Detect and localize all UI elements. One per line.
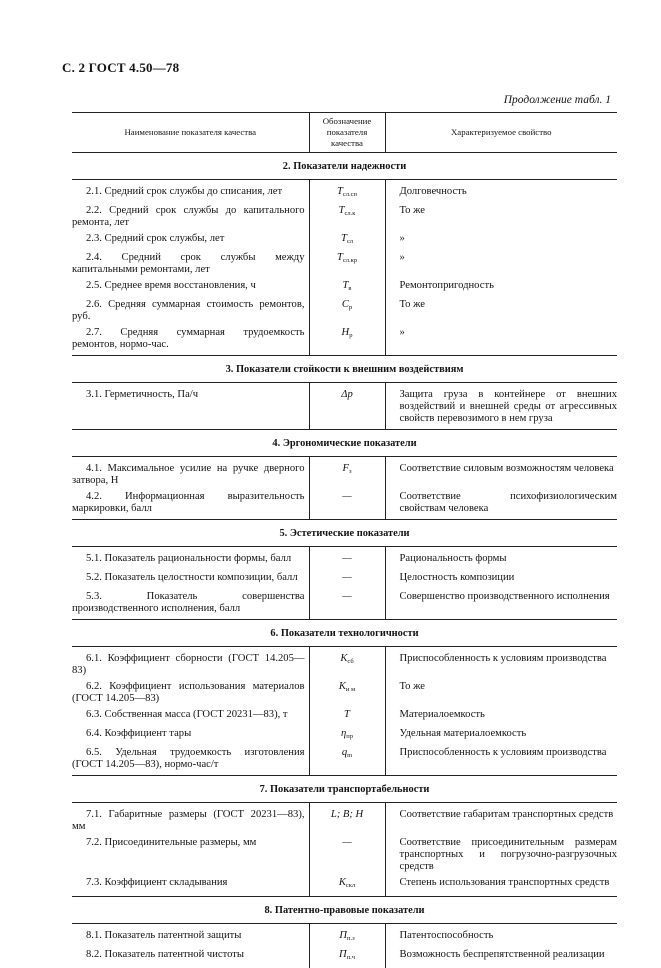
- table-row: [72, 457, 617, 492]
- section-title: 7. Показатели транспортабельности: [72, 776, 617, 803]
- section-title: 3. Показатели стойкости к внешним воздействиям: [72, 356, 617, 383]
- table-row: [72, 803, 617, 838]
- table-row: [72, 747, 617, 776]
- indicator-symbol: K: [340, 653, 347, 664]
- indicator-name: 7.1. Габаритные размеры (ГОСТ 20231—83), мм: [72, 809, 305, 832]
- indicator-symbol: —: [342, 837, 351, 848]
- indicator-symbol: —: [342, 572, 351, 583]
- section-row: [72, 356, 617, 383]
- table-continuation-label: Продолжение табл. 1: [504, 94, 611, 106]
- indicator-symbol-subscript: з: [349, 468, 352, 475]
- indicator-symbol-cell: [309, 647, 385, 682]
- indicator-symbol-cell: [309, 491, 385, 520]
- indicator-name: 2.6. Средняя суммарная стоимость ремонтов, руб.: [72, 299, 305, 322]
- section-title: 6. Показатели технологичности: [72, 620, 617, 647]
- indicator-name: 8.2. Показатель патентной чистоты: [86, 949, 244, 960]
- indicator-symbol: —: [342, 553, 351, 564]
- table-row: [72, 299, 617, 327]
- characterized-property: Совершенство производственного исполнения: [385, 591, 617, 620]
- indicator-symbol-cell: [309, 949, 385, 968]
- table-row: [72, 383, 617, 430]
- indicator-symbol: —: [342, 591, 351, 602]
- indicator-symbol-cell: [309, 205, 385, 233]
- characterized-property: »: [385, 252, 617, 280]
- indicator-symbol-cell: [309, 233, 385, 252]
- table-row: [72, 233, 617, 252]
- indicator-name-cell: [72, 647, 309, 682]
- indicator-symbol: T: [343, 280, 349, 291]
- characterized-property: »: [385, 233, 617, 252]
- characterized-property: Целостность композиции: [385, 572, 617, 591]
- characterized-property: То же: [385, 205, 617, 233]
- table-row: [72, 591, 617, 620]
- indicator-name: 5.1. Показатель рациональности формы, балл: [86, 553, 291, 564]
- indicator-name: 2.4. Средний срок службы между капитальными ремонтами, лет: [72, 252, 305, 275]
- characterized-property: Соответствие психофизиологическим свойствам человека: [385, 491, 617, 520]
- characterized-property: Приспособленность к условиям производства: [385, 747, 617, 776]
- indicator-symbol: η: [341, 728, 346, 739]
- indicator-name: 7.3. Коэффициент складывания: [86, 877, 227, 888]
- characterized-property: То же: [385, 299, 617, 327]
- characterized-property: Соответствие присоединительным размерам транспортных и погрузочно-разгрузочных средств: [385, 837, 617, 877]
- indicator-symbol-subscript: сб: [347, 658, 353, 665]
- indicator-symbol-subscript: р: [349, 304, 352, 311]
- indicator-name: 6.1. Коэффициент сборности (ГОСТ 14.205—83): [72, 653, 305, 676]
- indicator-symbol-subscript: и м: [346, 686, 355, 693]
- indicator-name: 3.1. Герметичность, Па/ч: [86, 389, 198, 400]
- indicator-symbol-cell: [309, 837, 385, 877]
- characterized-property: Рациональность формы: [385, 547, 617, 573]
- indicator-name-cell: [72, 747, 309, 776]
- indicator-symbol-cell: [309, 383, 385, 430]
- indicator-symbol: T: [339, 205, 345, 216]
- table-row: [72, 728, 617, 747]
- section-row: [72, 620, 617, 647]
- indicator-name: 2.5. Среднее время восстановления, ч: [86, 280, 256, 291]
- indicator-symbol: K: [339, 681, 346, 692]
- table-header: [72, 113, 617, 153]
- indicator-name-cell: [72, 252, 309, 280]
- characterized-property: Материалоемкость: [385, 709, 617, 728]
- indicator-name-cell: [72, 383, 309, 430]
- table-row: [72, 647, 617, 682]
- table-row: [72, 709, 617, 728]
- indicator-symbol-subscript: скл: [346, 882, 355, 889]
- table-row: [72, 877, 617, 897]
- table-row: [72, 572, 617, 591]
- indicator-symbol: П: [339, 949, 347, 960]
- characterized-property: »: [385, 327, 617, 356]
- table-row: [72, 491, 617, 520]
- indicator-name: 8.1. Показатель патентной защиты: [86, 930, 241, 941]
- page-header: С. 2 ГОСТ 4.50—78: [62, 60, 179, 76]
- indicator-symbol-subscript: сл.кр: [343, 257, 357, 264]
- indicator-symbol-cell: [309, 924, 385, 950]
- indicator-name: 6.3. Собственная масса (ГОСТ 20231—83), т: [86, 709, 288, 720]
- indicator-name: 2.3. Средний срок службы, лет: [86, 233, 224, 244]
- characterized-property: Удельная материалоемкость: [385, 728, 617, 747]
- characterized-property: Степень использования транспортных средств: [385, 877, 617, 897]
- indicator-name-cell: [72, 837, 309, 877]
- table-row: [72, 681, 617, 709]
- indicator-name-cell: [72, 949, 309, 968]
- indicator-symbol-subscript: сл.к: [344, 210, 355, 217]
- section-row: [72, 520, 617, 547]
- indicator-symbol-cell: [309, 547, 385, 573]
- indicator-symbol-cell: [309, 803, 385, 838]
- indicator-symbol-cell: [309, 457, 385, 492]
- table-row: [72, 924, 617, 950]
- indicator-name: 2.2. Средний срок службы до капитального ремонта, лет: [72, 205, 305, 228]
- column-header-property: Характеризуемое свойство: [385, 113, 617, 153]
- indicator-symbol-subscript: пр: [346, 733, 353, 740]
- indicator-name-cell: [72, 877, 309, 897]
- characterized-property: Соответствие габаритам транспортных средств: [385, 803, 617, 838]
- characterized-property: Приспособленность к условиям производства: [385, 647, 617, 682]
- indicator-name-cell: [72, 547, 309, 573]
- indicator-symbol-cell: [309, 877, 385, 897]
- indicator-symbol-cell: [309, 572, 385, 591]
- indicator-symbol-cell: [309, 681, 385, 709]
- indicator-symbol-subscript: сл: [347, 238, 353, 245]
- indicator-symbol: C: [342, 299, 349, 310]
- indicator-symbol-subscript: п.ч: [347, 954, 355, 961]
- indicator-name-cell: [72, 572, 309, 591]
- indicator-symbol-cell: [309, 728, 385, 747]
- indicator-symbol: H: [342, 327, 350, 338]
- characterized-property: Патентоспособность: [385, 924, 617, 950]
- indicator-symbol-subscript: сл.сп: [343, 191, 357, 198]
- indicator-symbol-subscript: р: [349, 332, 352, 339]
- column-header-symbol: Обозначение показателя качества: [309, 113, 385, 153]
- indicator-symbol: K: [339, 877, 346, 888]
- characterized-property: Соответствие силовым возможностям человека: [385, 457, 617, 492]
- section-title: 8. Патентно-правовые показатели: [72, 897, 617, 924]
- indicator-symbol: T: [337, 186, 343, 197]
- section-title: 5. Эстетические показатели: [72, 520, 617, 547]
- indicator-symbol-cell: [309, 709, 385, 728]
- section-row: [72, 776, 617, 803]
- indicator-name-cell: [72, 709, 309, 728]
- indicator-name-cell: [72, 299, 309, 327]
- indicator-symbol: T: [344, 709, 350, 720]
- indicator-name-cell: [72, 205, 309, 233]
- indicator-symbol: T: [337, 252, 343, 263]
- indicator-symbol: T: [341, 233, 347, 244]
- indicator-name-cell: [72, 233, 309, 252]
- indicator-name-cell: [72, 327, 309, 356]
- indicator-symbol-subscript: п.з: [347, 935, 355, 942]
- indicator-name: 5.2. Показатель целостности композиции, балл: [86, 572, 298, 583]
- indicator-name-cell: [72, 591, 309, 620]
- indicator-symbol: П: [339, 930, 347, 941]
- characterized-property: Ремонтопригодность: [385, 280, 617, 299]
- indicator-symbol: —: [342, 491, 351, 502]
- indicator-name-cell: [72, 681, 309, 709]
- table-row: [72, 327, 617, 356]
- indicator-symbol: L; B; H: [331, 809, 363, 820]
- table-row: [72, 837, 617, 877]
- indicator-symbol: F: [342, 463, 348, 474]
- section-row: [72, 430, 617, 457]
- column-header-name: Наименование показателя качества: [72, 113, 309, 153]
- indicator-symbol-cell: [309, 591, 385, 620]
- indicator-name-cell: [72, 180, 309, 206]
- indicator-name-cell: [72, 280, 309, 299]
- indicator-name: 2.7. Средняя суммарная трудоемкость ремонтов, нормо-час.: [72, 327, 305, 350]
- characterized-property: Возможность беспрепятственной реализации: [385, 949, 617, 968]
- indicator-symbol-cell: [309, 280, 385, 299]
- quality-indicators-table: [72, 112, 617, 968]
- indicator-symbol-cell: [309, 747, 385, 776]
- indicator-name: 6.2. Коэффициент использования материалов (ГОСТ 14.205—83): [72, 681, 305, 704]
- table-row: [72, 205, 617, 233]
- indicator-symbol-subscript: m: [347, 752, 352, 759]
- indicator-symbol-cell: [309, 252, 385, 280]
- indicator-name-cell: [72, 457, 309, 492]
- indicator-name: 4.2. Информационная выразительность маркировки, балл: [72, 491, 305, 514]
- indicator-symbol-cell: [309, 327, 385, 356]
- characterized-property: То же: [385, 681, 617, 709]
- characterized-property: Защита груза в контейнере от внешних воздействий и внешней среды от агрессивных свойств перевозимого в нем груза: [385, 383, 617, 430]
- indicator-name-cell: [72, 803, 309, 838]
- indicator-name-cell: [72, 924, 309, 950]
- indicator-symbol-subscript: в: [348, 285, 351, 292]
- table-body: [72, 153, 617, 968]
- indicator-name: 6.5. Удельная трудоемкость изготовления (ГОСТ 14.205—83), нормо-час/т: [72, 747, 305, 770]
- indicator-name: 5.3. Показатель совершенства производственного исполнения, балл: [72, 591, 305, 614]
- indicator-symbol-cell: [309, 299, 385, 327]
- indicator-name-cell: [72, 491, 309, 520]
- section-title: 2. Показатели надежности: [72, 153, 617, 180]
- indicator-symbol: q: [342, 747, 347, 758]
- table-row: [72, 252, 617, 280]
- table-row: [72, 949, 617, 968]
- section-row: [72, 153, 617, 180]
- characterized-property: Долговечность: [385, 180, 617, 206]
- indicator-symbol: Δp: [341, 389, 353, 400]
- section-row: [72, 897, 617, 924]
- table-row: [72, 280, 617, 299]
- indicator-name-cell: [72, 728, 309, 747]
- table-row: [72, 547, 617, 573]
- indicator-name: 7.2. Присоединительные размеры, мм: [86, 837, 256, 848]
- indicator-name: 2.1. Средний срок службы до списания, лет: [86, 186, 282, 197]
- indicator-name: 4.1. Максимальное усилие на ручке дверного затвора, Н: [72, 463, 305, 486]
- table-row: [72, 180, 617, 206]
- indicator-symbol-cell: [309, 180, 385, 206]
- section-title: 4. Эргономические показатели: [72, 430, 617, 457]
- indicator-name: 6.4. Коэффициент тары: [86, 728, 191, 739]
